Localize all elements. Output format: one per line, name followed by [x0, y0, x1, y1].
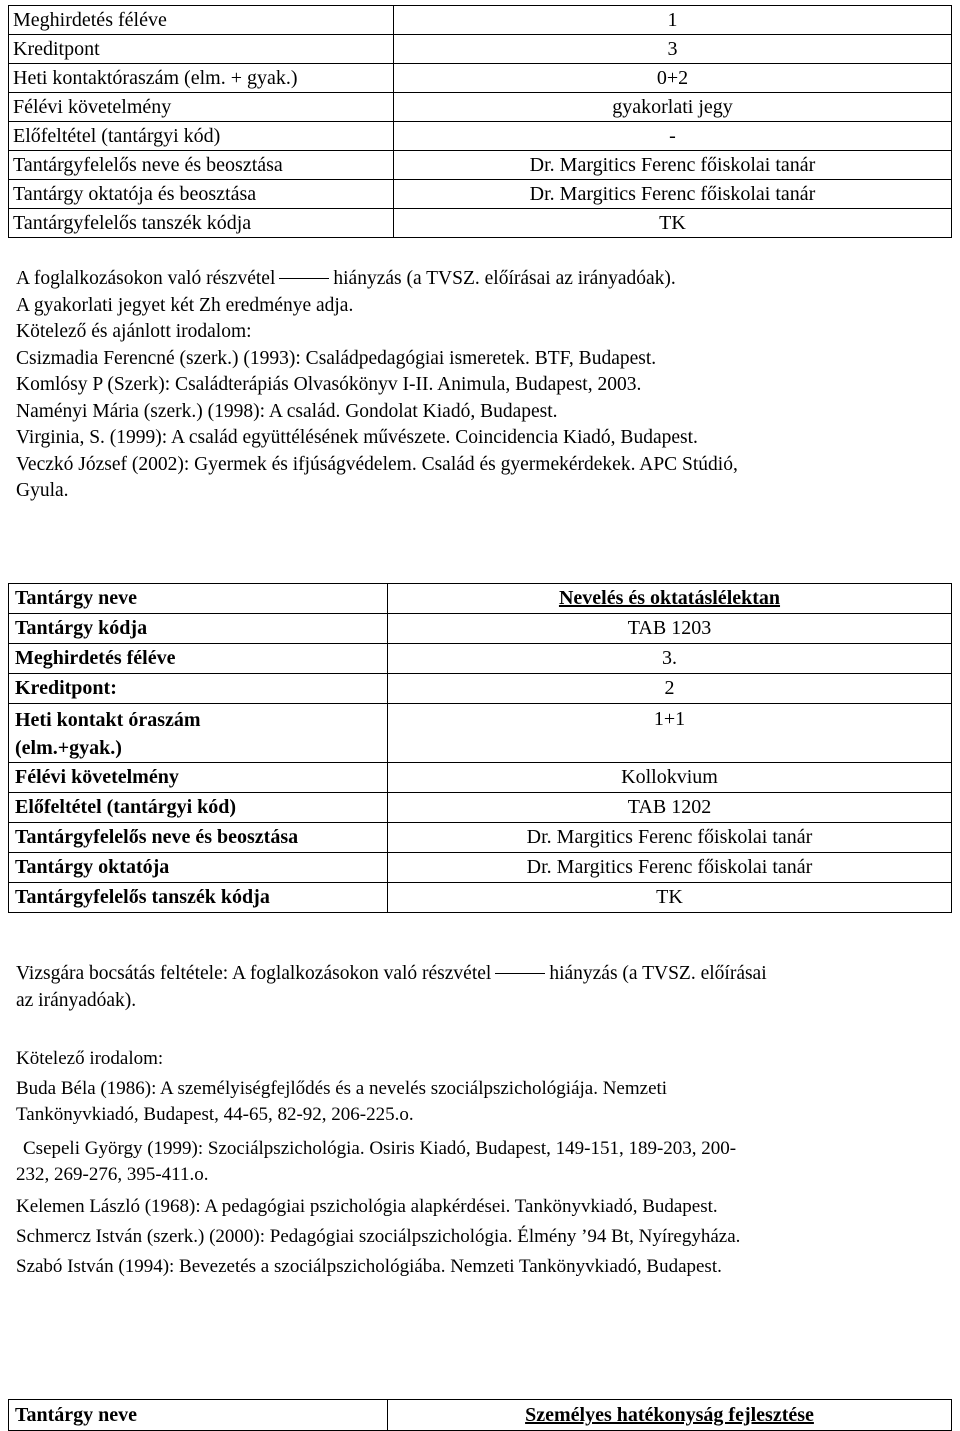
reference-item: 232, 269-276, 395-411.o.: [16, 1164, 209, 1185]
row-label: Félévi követelmény: [9, 763, 388, 793]
row-value: 1: [394, 6, 952, 35]
table-row: [9, 35, 952, 64]
exam-condition-b: hiányzás (a TVSZ. előírásai: [549, 963, 767, 984]
literature-block-2: [16, 1046, 740, 1280]
reference-item: Szabó István (1994): Bevezetés a szociálpszichológiába. Nemzeti Tankönyvkiadó, Budapest.: [16, 1256, 722, 1277]
row-label: Tantárgyfelelős tanszék kódja: [9, 883, 388, 913]
table-row: [9, 584, 952, 614]
table-row: [9, 1400, 952, 1431]
literature-heading: Kötelező irodalom:: [16, 1048, 164, 1069]
row-label: Meghirdetés féléve: [9, 644, 388, 674]
row-label: Tantárgyfelelős neve és beosztása: [9, 151, 394, 180]
table-row: [9, 180, 952, 209]
grading-text: A gyakorlati jegyet két Zh eredménye adja.: [16, 294, 354, 316]
subject-name: Személyes hatékonyság fejlesztése: [388, 1400, 952, 1431]
table-row: [9, 674, 952, 704]
row-label-line: Heti kontakt óraszám: [15, 709, 201, 731]
literature-heading: Kötelező és ajánlott irodalom:: [16, 321, 252, 342]
course-info-table-2: [8, 583, 952, 913]
row-value: 3.: [388, 644, 952, 674]
table-row: [9, 644, 952, 674]
row-label: Heti kontaktóraszám (elm. + gyak.): [9, 64, 394, 93]
row-value: Dr. Margitics Ferenc főiskolai tanár: [388, 823, 952, 853]
table-row: [9, 93, 952, 122]
table-row: [9, 823, 952, 853]
reference-item: Gyula.: [16, 480, 69, 501]
table-row: [9, 614, 952, 644]
row-label: Meghirdetés féléve: [9, 6, 394, 35]
course-info-table-3: [8, 1399, 952, 1431]
attendance-text-a: A foglalkozásokon való részvétel: [16, 268, 276, 289]
table-row: [9, 853, 952, 883]
row-value: Kollokvium: [388, 763, 952, 793]
reference-item: Naményi Mária (szerk.) (1998): A család. Gondolat Kiadó, Budapest.: [16, 400, 558, 422]
row-label: Tantárgyfelelős neve és beosztása: [9, 823, 388, 853]
row-label: Előfeltétel (tantárgyi kód): [9, 122, 394, 151]
exam-condition-a: Vizsgára bocsátás feltétele: A foglalkozásokon való részvétel: [16, 963, 492, 984]
table-row: [9, 151, 952, 180]
dash-line: [279, 278, 329, 279]
reference-item: Kelemen László (1968): A pedagógiai pszichológia alapkérdései. Tankönyvkiadó, Budapest.: [16, 1196, 718, 1217]
row-value: 3: [394, 35, 952, 64]
reference-item: Schmercz István (szerk.) (2000): Pedagógiai szociálpszichológia. Élmény ’94 Bt, Nyíregyháza.: [16, 1226, 741, 1247]
row-label: Tantárgy neve: [9, 1400, 388, 1431]
row-value: Dr. Margitics Ferenc főiskolai tanár: [388, 853, 952, 883]
table-row: [9, 209, 952, 238]
row-value: 0+2: [394, 64, 952, 93]
row-label: Előfeltétel (tantárgyi kód): [9, 793, 388, 823]
reference-item: Veczkó József (2002): Gyermek és ifjúságvédelem. Család és gyermekérdekek. APC Stúdió,: [16, 453, 738, 475]
row-label: Tantárgy kódja: [9, 614, 388, 644]
row-value: -: [394, 122, 952, 151]
row-label: Félévi követelmény: [9, 93, 394, 122]
dash-line: [495, 973, 545, 974]
row-value: TK: [388, 883, 952, 913]
row-label-line: (elm.+gyak.): [15, 737, 122, 759]
subject-name: Nevelés és oktatáslélektan: [388, 584, 952, 614]
reference-item: Komlósy P (Szerk): Családterápiás Olvasókönyv I-II. Animula, Budapest, 2003.: [16, 374, 642, 395]
table-row: [9, 6, 952, 35]
row-label: Kreditpont: [9, 35, 394, 64]
table-row: [9, 883, 952, 913]
table-row: [9, 793, 952, 823]
reference-item: Csizmadia Ferencné (szerk.) (1993): Családpedagógiai ismeretek. BTF, Budapest.: [16, 347, 657, 369]
table-row: [9, 122, 952, 151]
requirements-block-2: [16, 960, 767, 1014]
row-label: Tantárgyfelelős tanszék kódja: [9, 209, 394, 238]
table-row: [9, 64, 952, 93]
reference-item: Virginia, S. (1999): A család együttélésének művészete. Coincidencia Kiadó, Budapest.: [16, 427, 698, 448]
row-label: Kreditpont:: [9, 674, 388, 704]
table-row: [9, 704, 952, 763]
row-value: gyakorlati jegy: [394, 93, 952, 122]
row-label: Tantárgy oktatója: [9, 853, 388, 883]
attendance-text: [16, 266, 738, 293]
row-value: TAB 1203: [388, 614, 952, 644]
row-label: Tantárgy oktatója és beosztása: [9, 180, 394, 209]
reference-item: Csepeli György (1999): Szociálpszichológia. Osiris Kiadó, Budapest, 149-151, 189-203, 200-: [23, 1138, 737, 1159]
attendance-text-b: hiányzás (a TVSZ. előírásai az irányadóak).: [333, 268, 676, 289]
row-value: 2: [388, 674, 952, 704]
requirements-block-1: [16, 266, 738, 505]
exam-condition-text: [16, 960, 767, 987]
row-value: Dr. Margitics Ferenc főiskolai tanár: [394, 180, 952, 209]
course-info-table-1: [8, 5, 952, 238]
reference-item: Buda Béla (1986): A személyiségfejlődés és a nevelés szociálpszichológiája. Nemzeti: [16, 1078, 668, 1099]
table-row: [9, 763, 952, 793]
reference-item: Tankönyvkiadó, Budapest, 44-65, 82-92, 206-225.o.: [16, 1104, 414, 1125]
row-label: [9, 704, 388, 763]
row-value: TAB 1202: [388, 793, 952, 823]
exam-condition-text-2: az irányadóak).: [16, 990, 137, 1011]
row-value: Dr. Margitics Ferenc főiskolai tanár: [394, 151, 952, 180]
row-label: Tantárgy neve: [9, 584, 388, 614]
row-value: 1+1: [388, 704, 952, 763]
row-value: TK: [394, 209, 952, 238]
